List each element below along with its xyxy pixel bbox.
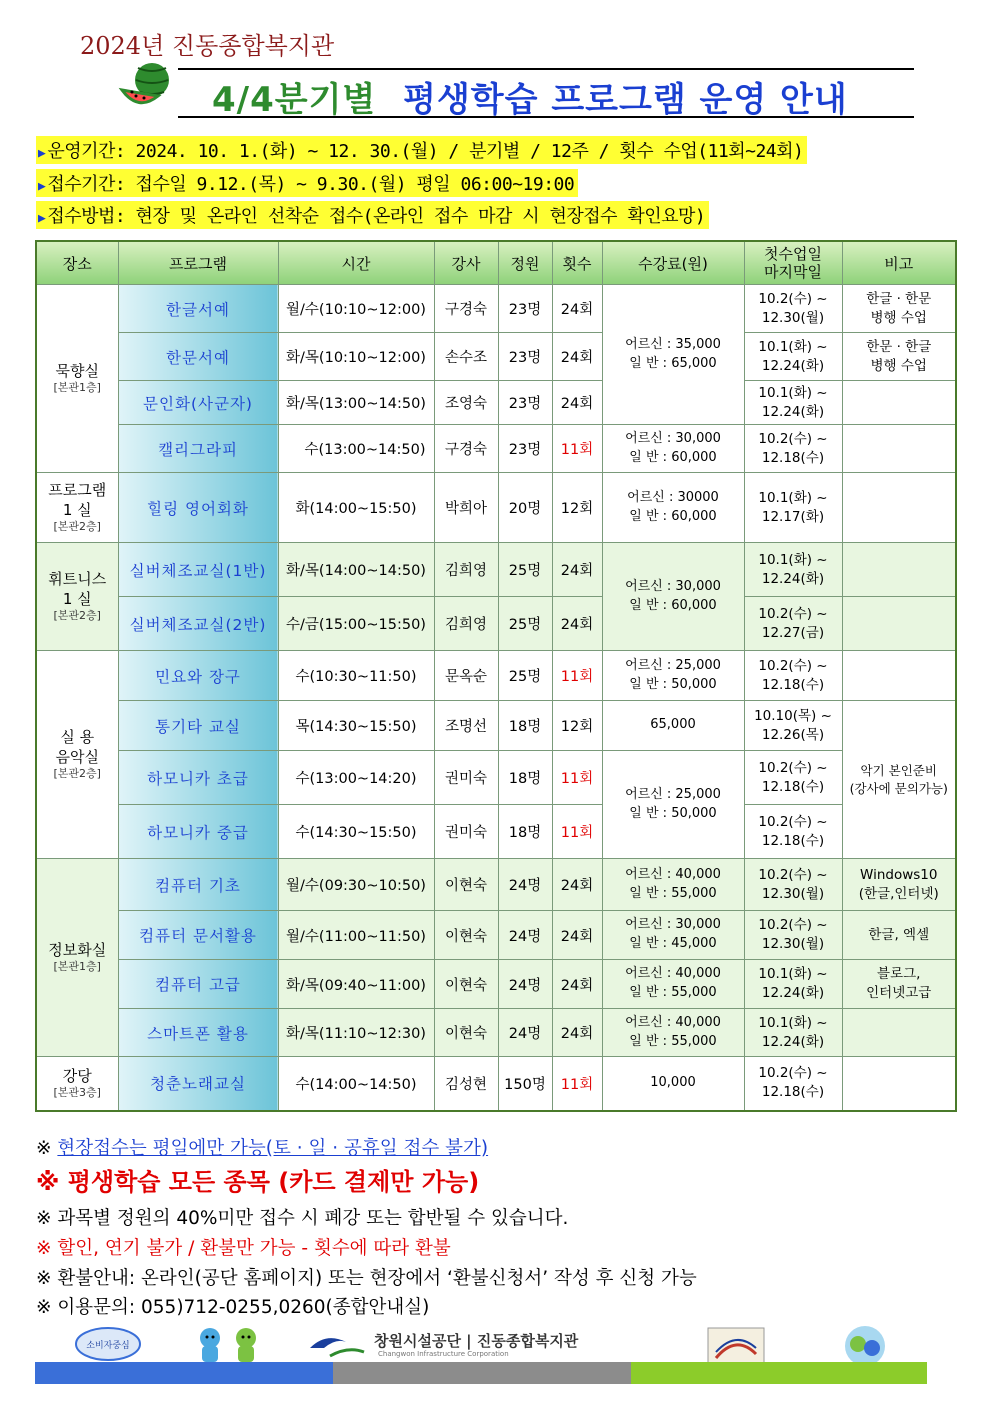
first-last-cell: 10.2(수) ~ 12.18(수) — [744, 425, 842, 473]
capacity-cell: 24명 — [498, 960, 552, 1009]
time-cell: 수(13:00~14:50) — [278, 425, 434, 473]
capacity-cell: 24명 — [498, 911, 552, 960]
time-cell: 월/수(09:30~10:50) — [278, 859, 434, 911]
count-cell: 11회 — [552, 751, 602, 805]
time-cell: 수(10:30~11:50) — [278, 651, 434, 701]
count-cell: 24회 — [552, 859, 602, 911]
time-cell: 화/목(10:10~12:00) — [278, 333, 434, 381]
table-row — [36, 751, 956, 805]
count-cell: 24회 — [552, 597, 602, 651]
teacher-cell: 권미숙 — [434, 751, 498, 805]
program-name: 문인화(사군자) — [118, 381, 278, 425]
teacher-cell: 김희영 — [434, 597, 498, 651]
count-cell: 24회 — [552, 1009, 602, 1057]
time-cell: 화/목(09:40~11:00) — [278, 960, 434, 1009]
first-last-cell: 10.1(화) ~ 12.24(화) — [744, 960, 842, 1009]
note-onsite: ※ 현장접수는 평일에만 가능(토 · 일 · 공휴일 접수 불가) — [36, 1138, 489, 1159]
teacher-cell: 김성현 — [434, 1057, 498, 1111]
capacity-cell: 150명 — [498, 1057, 552, 1111]
capacity-cell: 20명 — [498, 473, 552, 543]
program-name: 실버체조교실(1반) — [118, 543, 278, 597]
program-table — [35, 240, 957, 1112]
program-name: 컴퓨터 고급 — [118, 960, 278, 1009]
count-cell: 11회 — [552, 425, 602, 473]
table-row — [36, 285, 956, 333]
title-quarter: 4/4분기별 — [212, 80, 377, 120]
capacity-cell: 25명 — [498, 543, 552, 597]
table-header-row — [36, 241, 956, 285]
count-cell: 24회 — [552, 333, 602, 381]
program-name: 한글서예 — [118, 285, 278, 333]
place-cell: 휘트니스 1 실 [본관2층] — [36, 543, 118, 651]
first-last-cell: 10.2(수) ~ 12.27(금) — [744, 597, 842, 651]
table-row — [36, 333, 956, 381]
fee-cell: 어르신 : 25,000 일 반 : 50,000 — [602, 751, 744, 859]
note-cell — [842, 1009, 956, 1057]
note-cancel: ※ 과목별 정원의 40%미만 접수 시 폐강 또는 합반될 수 있습니다. — [36, 1208, 569, 1229]
table-row — [36, 1009, 956, 1057]
fee-cell: 65,000 — [602, 701, 744, 751]
consumer-centered-logo — [74, 1326, 142, 1362]
capacity-cell: 23명 — [498, 425, 552, 473]
count-cell: 24회 — [552, 911, 602, 960]
first-last-cell: 10.1(화) ~ 12.17(화) — [744, 473, 842, 543]
header-note: 비고 — [842, 241, 956, 285]
changwon-symbol-icon — [306, 1328, 368, 1360]
header-teacher: 강사 — [434, 241, 498, 285]
note-cell: 한글, 엑셀 — [842, 911, 956, 960]
capacity-cell: 18명 — [498, 701, 552, 751]
time-cell: 수/금(15:00~15:50) — [278, 597, 434, 651]
time-cell: 수(13:00~14:20) — [278, 751, 434, 805]
fee-cell: 어르신 : 40,000 일 반 : 55,000 — [602, 859, 744, 911]
first-last-cell: 10.1(화) ~ 12.24(화) — [744, 543, 842, 597]
count-cell: 11회 — [552, 1057, 602, 1111]
count-cell: 11회 — [552, 805, 602, 859]
teacher-cell: 조명선 — [434, 701, 498, 751]
count-cell: 11회 — [552, 651, 602, 701]
count-cell: 24회 — [552, 543, 602, 597]
capacity-cell: 23명 — [498, 285, 552, 333]
time-cell: 수(14:30~15:50) — [278, 805, 434, 859]
time-cell: 화/목(13:00~14:50) — [278, 381, 434, 425]
capacity-cell: 18명 — [498, 751, 552, 805]
teacher-cell: 구경숙 — [434, 425, 498, 473]
teacher-cell: 이현숙 — [434, 1009, 498, 1057]
first-last-cell: 10.2(수) ~ 12.30(월) — [744, 859, 842, 911]
note-cell: 한문 · 한글 병행 수업 — [842, 333, 956, 381]
time-cell: 목(14:30~15:50) — [278, 701, 434, 751]
fee-cell: 어르신 : 40,000 일 반 : 55,000 — [602, 960, 744, 1009]
arrow-icon: ▶ — [38, 146, 46, 161]
header-count: 횟수 — [552, 241, 602, 285]
note-cell: 한글 · 한문 병행 수업 — [842, 285, 956, 333]
note-cell — [842, 543, 956, 597]
table-row — [36, 701, 956, 751]
footer-bar-blue — [35, 1362, 333, 1384]
title-box — [178, 68, 914, 118]
title-main: 평생학습 프로그램 운영 안내 — [403, 80, 848, 120]
note-cell: 악기 본인준비 (강사에 문의가능) — [842, 701, 956, 859]
first-last-cell: 10.2(수) ~ 12.18(수) — [744, 805, 842, 859]
table-row — [36, 425, 956, 473]
table-row — [36, 911, 956, 960]
teacher-cell: 김희영 — [434, 543, 498, 597]
program-name: 캘리그라피 — [118, 425, 278, 473]
footer-bar-gray — [333, 1362, 631, 1384]
fee-cell: 어르신 : 40,000 일 반 : 55,000 — [602, 1009, 744, 1057]
place-cell: 프로그램 1 실 [본관2층] — [36, 473, 118, 543]
count-cell: 24회 — [552, 960, 602, 1009]
place-cell: 정보화실 [본관1층] — [36, 859, 118, 1057]
header-fee: 수강료(원) — [602, 241, 744, 285]
first-last-cell: 10.1(화) ~ 12.24(화) — [744, 381, 842, 425]
teacher-cell: 구경숙 — [434, 285, 498, 333]
capacity-cell: 24명 — [498, 1009, 552, 1057]
first-last-cell: 10.2(수) ~ 12.18(수) — [744, 651, 842, 701]
teacher-cell: 손수조 — [434, 333, 498, 381]
changwon-logo-text: 창원시설공단 | 진동종합복지관 — [374, 1332, 579, 1350]
time-cell: 월/수(11:00~11:50) — [278, 911, 434, 960]
first-last-cell: 10.2(수) ~ 12.18(수) — [744, 751, 842, 805]
capacity-cell: 23명 — [498, 333, 552, 381]
capacity-cell: 18명 — [498, 805, 552, 859]
fee-cell: 어르신 : 30000 일 반 : 60,000 — [602, 473, 744, 543]
teacher-cell: 조영숙 — [434, 381, 498, 425]
header-program: 프로그램 — [118, 241, 278, 285]
first-last-cell: 10.2(수) ~ 12.18(수) — [744, 1057, 842, 1111]
fee-cell: 어르신 : 35,000 일 반 : 65,000 — [602, 285, 744, 425]
table-row — [36, 1057, 956, 1111]
note-contact: ※ 이용문의: 055)712-0255,0260(종합안내실) — [36, 1297, 430, 1318]
table-row — [36, 651, 956, 701]
note-cell — [842, 425, 956, 473]
fee-cell: 어르신 : 30,000 일 반 : 60,000 — [602, 543, 744, 651]
program-name: 실버체조교실(2반) — [118, 597, 278, 651]
note-cell — [842, 473, 956, 543]
page-title — [212, 72, 848, 121]
org-name: 2024년 진동종합복지관 — [80, 32, 335, 60]
changwon-logo-sub: Changwon Infrastructure Corporation — [378, 1350, 509, 1358]
program-name: 컴퓨터 기초 — [118, 859, 278, 911]
table-row — [36, 859, 956, 911]
teacher-cell: 이현숙 — [434, 911, 498, 960]
place-cell: 묵향실 [본관1층] — [36, 285, 118, 473]
first-last-cell: 10.1(화) ~ 12.24(화) — [744, 1009, 842, 1057]
arrow-icon: ▶ — [38, 211, 46, 226]
time-cell: 수(14:00~14:50) — [278, 1057, 434, 1111]
capacity-cell: 25명 — [498, 651, 552, 701]
note-cell — [842, 381, 956, 425]
teacher-cell: 박희아 — [434, 473, 498, 543]
info-method: ▶ 접수방법: 현장 및 온라인 선착순 접수(온라인 접수 마감 시 현장접수 확인요망) — [36, 201, 709, 229]
info-period: ▶ 운영기간: 2024. 10. 1.(화) ~ 12. 30.(월) / 분기별 / 12주 / 횟수 수업(11회~24회) — [36, 136, 807, 164]
count-cell: 12회 — [552, 701, 602, 751]
note-refund-only: ※ 할인, 연기 불가 / 환불만 가능 - 횟수에 따라 환불 — [36, 1238, 451, 1259]
time-cell: 화/목(11:10~12:30) — [278, 1009, 434, 1057]
capacity-cell: 24명 — [498, 859, 552, 911]
header-first-last: 첫수업일 마지막일 — [744, 241, 842, 285]
note-refund-guide: ※ 환불안내: 온라인(공단 홈페이지) 또는 현장에서 ‘환불신청서’ 작성 후 신청 가능 — [36, 1268, 697, 1289]
time-cell: 월/수(10:10~12:00) — [278, 285, 434, 333]
info-registration: ▶ 접수기간: 접수일 9.12.(목) ~ 9.30.(월) 평일 06:00~19:00 — [36, 169, 578, 197]
note-cell: 블로그, 인터넷고급 — [842, 960, 956, 1009]
count-cell: 24회 — [552, 285, 602, 333]
mascot-icon — [192, 1324, 268, 1366]
time-cell: 화(14:00~15:50) — [278, 473, 434, 543]
fee-cell: 어르신 : 30,000 일 반 : 60,000 — [602, 425, 744, 473]
fee-cell: 10,000 — [602, 1057, 744, 1111]
program-name: 민요와 장구 — [118, 651, 278, 701]
first-last-cell: 10.2(수) ~ 12.30(월) — [744, 911, 842, 960]
capacity-cell: 25명 — [498, 597, 552, 651]
note-cell — [842, 1057, 956, 1111]
note-cell — [842, 597, 956, 651]
certificate-icon — [706, 1326, 766, 1366]
note-card-only: ※ 평생학습 모든 종목 (카드 결제만 가능) — [36, 1168, 480, 1196]
arrow-icon: ▶ — [38, 179, 46, 194]
teacher-cell: 이현숙 — [434, 960, 498, 1009]
table-row — [36, 473, 956, 543]
time-cell: 화/목(14:00~14:50) — [278, 543, 434, 597]
header-place: 장소 — [36, 241, 118, 285]
program-name: 하모니카 초급 — [118, 751, 278, 805]
count-cell: 24회 — [552, 381, 602, 425]
first-last-cell: 10.2(수) ~ 12.30(월) — [744, 285, 842, 333]
table-row — [36, 543, 956, 597]
table-row — [36, 960, 956, 1009]
teacher-cell: 문옥순 — [434, 651, 498, 701]
place-cell: 실 용 음악실 [본관2층] — [36, 651, 118, 859]
table-row — [36, 805, 956, 859]
first-last-cell: 10.1(화) ~ 12.24(화) — [744, 333, 842, 381]
program-name: 청춘노래교실 — [118, 1057, 278, 1111]
teacher-cell: 이현숙 — [434, 859, 498, 911]
table-row — [36, 597, 956, 651]
place-cell: 강당 [본관3층] — [36, 1057, 118, 1111]
note-cell — [842, 651, 956, 701]
program-name: 스마트폰 활용 — [118, 1009, 278, 1057]
count-cell: 12회 — [552, 473, 602, 543]
capacity-cell: 23명 — [498, 381, 552, 425]
watermelon-icon — [118, 60, 176, 110]
header-capacity: 정원 — [498, 241, 552, 285]
program-name: 통기타 교실 — [118, 701, 278, 751]
program-name: 하모니카 중급 — [118, 805, 278, 859]
svg-text:소비자중심: 소비자중심 — [86, 1341, 130, 1351]
program-name: 컴퓨터 문서활용 — [118, 911, 278, 960]
header-time: 시간 — [278, 241, 434, 285]
teacher-cell: 권미숙 — [434, 805, 498, 859]
fee-cell: 어르신 : 30,000 일 반 : 45,000 — [602, 911, 744, 960]
first-last-cell: 10.10(목) ~ 12.26(목) — [744, 701, 842, 751]
program-name: 힐링 영어회화 — [118, 473, 278, 543]
program-name: 한문서예 — [118, 333, 278, 381]
footer-bar-green — [631, 1362, 927, 1384]
fee-cell: 어르신 : 25,000 일 반 : 50,000 — [602, 651, 744, 701]
table-row — [36, 381, 956, 425]
note-cell: Windows10 (한글,인터넷) — [842, 859, 956, 911]
